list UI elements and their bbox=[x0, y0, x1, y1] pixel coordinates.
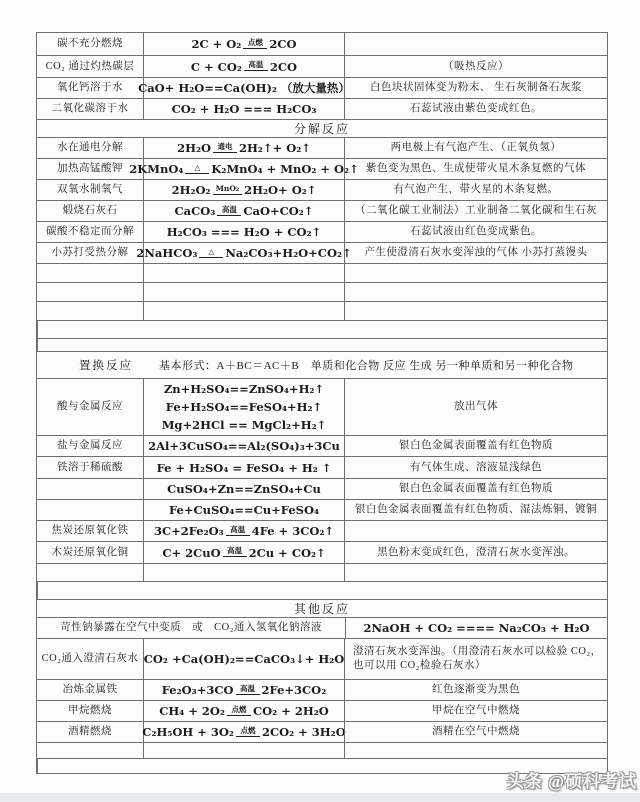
phenomenon-note-cell bbox=[344, 436, 607, 456]
equation-lhs: 2H₂O₂ bbox=[171, 183, 211, 197]
reaction-name-cell bbox=[37, 201, 143, 221]
equation-lhs: CH₄ + 2O₂ bbox=[159, 704, 225, 718]
reaction-condition bbox=[199, 247, 223, 258]
table-row bbox=[37, 721, 607, 742]
condition-label: 点燃 bbox=[227, 705, 251, 716]
reaction-condition bbox=[223, 546, 247, 557]
reaction-condition bbox=[185, 163, 209, 174]
table-row bbox=[37, 478, 607, 499]
condition-label: MnO₂ bbox=[213, 184, 243, 195]
condition-label: 高温 bbox=[244, 60, 268, 71]
equation-text: 2NaOH + CO₂ ==== Na₂CO₃ + H₂O bbox=[363, 621, 590, 635]
empty-cell bbox=[37, 321, 607, 338]
phenomenon-note-cell bbox=[344, 457, 607, 478]
table-row bbox=[37, 179, 607, 200]
reaction-name-cell bbox=[37, 243, 143, 263]
table-row bbox=[37, 158, 607, 179]
equation-rhs: 2CO bbox=[269, 59, 298, 74]
reaction-name: 焦炭还原氧化铁 bbox=[51, 525, 129, 536]
empty-cell bbox=[37, 743, 143, 758]
equation-cell bbox=[143, 379, 344, 435]
equation bbox=[148, 437, 340, 455]
equation-lhs: 2NaHCO₃ bbox=[136, 246, 198, 260]
watermark-text: 头条 @硕科考试 bbox=[506, 772, 637, 791]
phenomenon-note-cell bbox=[344, 243, 607, 263]
equation bbox=[166, 398, 322, 416]
equation-rhs: 2H₂↑+ O₂↑ bbox=[239, 141, 311, 155]
equation-text: CO₂ + H₂O === H₂CO₃ bbox=[171, 102, 317, 116]
equation-cell bbox=[143, 521, 344, 541]
phenomenon-note: （吸热反应） bbox=[443, 60, 509, 72]
empty-row bbox=[37, 320, 607, 338]
phenomenon-note-cell bbox=[344, 542, 607, 563]
equation bbox=[175, 202, 314, 220]
reaction-condition bbox=[227, 705, 251, 716]
table-row bbox=[37, 700, 607, 721]
table-row bbox=[37, 221, 607, 242]
phenomenon-note-cell bbox=[344, 680, 607, 700]
equation-lhs: 2H₂O bbox=[177, 141, 212, 155]
reaction-name: 加热高锰酸钾 bbox=[57, 163, 123, 174]
condition-label: 通电 bbox=[213, 142, 237, 153]
phenomenon-note: 石蕊试液由红色变成紫色。 bbox=[410, 226, 542, 237]
empty-row bbox=[37, 282, 607, 301]
empty-cell bbox=[344, 283, 607, 301]
phenomenon-note-cell bbox=[344, 379, 607, 435]
reaction-name: CO₂ 通过灼热碳层 bbox=[45, 60, 135, 72]
equation-lhs: C₂H₅OH + 3O₂ bbox=[142, 725, 234, 739]
reaction-name: 水在通电分解 bbox=[57, 142, 123, 153]
equation bbox=[136, 244, 351, 262]
phenomenon-note: 银白色金属表面覆盖有红色物质 bbox=[399, 483, 553, 494]
equation bbox=[169, 501, 319, 519]
phenomenon-note-cell bbox=[344, 500, 607, 520]
reaction-condition bbox=[236, 726, 260, 737]
table-row bbox=[37, 77, 607, 98]
equation-cell bbox=[136, 243, 352, 263]
reaction-name-cell bbox=[37, 180, 143, 200]
reaction-name-cell bbox=[37, 521, 143, 541]
equation bbox=[129, 160, 358, 178]
section-title: 其他反应 bbox=[293, 602, 350, 616]
equation-text: Fe+CuSO₄==Cu+FeSO₄ bbox=[169, 503, 319, 517]
empty-cell bbox=[143, 743, 344, 758]
equation bbox=[172, 100, 317, 118]
reaction-name: 酸与金属反应 bbox=[57, 401, 123, 412]
equation bbox=[164, 380, 324, 398]
equation-cell bbox=[143, 639, 344, 679]
reaction-name-cell bbox=[37, 56, 143, 77]
empty-cell bbox=[143, 264, 344, 282]
phenomenon-note-cell bbox=[344, 180, 607, 200]
empty-cell bbox=[143, 302, 344, 320]
reaction-condition bbox=[244, 60, 268, 71]
equation-lhs: CaCO₃ bbox=[174, 204, 216, 218]
reaction-name-cell bbox=[37, 78, 143, 98]
phenomenon-note-cell bbox=[344, 639, 607, 679]
empty-cell bbox=[344, 564, 607, 581]
reaction-name-cell bbox=[37, 436, 143, 456]
phenomenon-note-cell bbox=[344, 479, 607, 499]
phenomenon-note-cell bbox=[344, 56, 607, 77]
empty-cell bbox=[37, 582, 607, 599]
equation-cell bbox=[143, 542, 344, 563]
reaction-name-cell bbox=[37, 680, 143, 700]
phenomenon-note: 放出气体 bbox=[454, 401, 498, 412]
equation-cell bbox=[143, 436, 344, 456]
condition-label: 高温 bbox=[236, 684, 260, 695]
equation-text: Fe+H₂SO₄==FeSO₄+H₂↑ bbox=[165, 400, 323, 414]
table-row bbox=[37, 98, 607, 119]
section-title: 分解反应 bbox=[293, 122, 350, 136]
phenomenon-note: 两电极上有气泡产生、（正氧负氢） bbox=[390, 142, 562, 153]
reaction-name: 碳不充分燃烧 bbox=[57, 38, 123, 49]
reaction-name: 氧化钙溶于水 bbox=[57, 82, 123, 93]
reaction-name: 铁溶于稀硫酸 bbox=[57, 461, 123, 473]
phenomenon-note: 白色块状固体变为粉末、 生石灰制备石灰浆 bbox=[369, 82, 583, 93]
phenomenon-note: 酒精在空气中燃烧 bbox=[432, 726, 520, 737]
reaction-name-cell bbox=[37, 479, 143, 499]
equation-cell bbox=[143, 722, 344, 742]
equation-lhs: Fe₂O₃+3CO bbox=[161, 683, 234, 697]
empty-cell bbox=[37, 264, 143, 282]
equation-text: CO₂ +Ca(OH)₂==CaCO₃↓+ H₂O bbox=[143, 652, 345, 666]
phenomenon-note-cell bbox=[344, 99, 607, 119]
reaction-name: CO₂通入澄清石灰水 bbox=[41, 653, 139, 664]
table-row bbox=[37, 200, 607, 221]
empty-cell bbox=[344, 743, 607, 758]
phenomenon-note: 有气泡产生，带火星的木条复燃。 bbox=[393, 184, 559, 195]
reaction-name: 煅烧石灰石 bbox=[62, 205, 118, 216]
equation-cell bbox=[143, 201, 344, 221]
equation-lhs: 2C + O₂ bbox=[191, 37, 242, 51]
chemical-equations-table bbox=[36, 32, 608, 774]
equation-cell bbox=[138, 78, 350, 98]
equation-rhs: 2Cu + CO₂↑ bbox=[248, 545, 326, 560]
empty-row bbox=[37, 338, 607, 351]
reaction-name: 小苏打受热分解 bbox=[51, 247, 129, 258]
condition-label: 高温 bbox=[217, 205, 241, 216]
phenomenon-note-cell bbox=[344, 521, 607, 541]
table-row bbox=[37, 242, 607, 263]
reaction-condition bbox=[217, 205, 241, 216]
equation-lhs: C + CO₂ bbox=[190, 59, 242, 74]
phenomenon-note: 紫色变为黑色、生成使带火星木条复燃的气体 bbox=[366, 163, 586, 174]
empty-cell bbox=[37, 302, 143, 320]
equation-cell bbox=[143, 701, 344, 721]
equation-lhs: 2KMnO₄ bbox=[129, 162, 184, 176]
phenomenon-note: 产生使澄清石灰水变浑浊的气体 小苏打蒸馒头 bbox=[364, 247, 588, 258]
empty-cell bbox=[37, 339, 607, 351]
equation bbox=[177, 139, 311, 157]
equation-rhs: Na₂CO₃+H₂O+CO₂↑ bbox=[225, 246, 352, 260]
equation bbox=[154, 522, 334, 540]
reaction-name-cell bbox=[37, 500, 143, 520]
reaction-condition bbox=[226, 525, 250, 536]
table-row bbox=[37, 33, 607, 55]
equation-rhs: 2H₂O+ O₂↑ bbox=[244, 183, 317, 197]
empty-cell bbox=[344, 264, 607, 282]
phenomenon-note: 银白色金属表面覆盖有红色物质 bbox=[399, 440, 553, 451]
reaction-condition bbox=[213, 184, 243, 195]
equation-text: 2Al+3CuSO₄==Al₂(SO₄)₃+3Cu bbox=[148, 439, 340, 453]
reaction-name-cell bbox=[37, 618, 345, 638]
table-row bbox=[37, 456, 607, 478]
reaction-name: 盐与金属反应 bbox=[57, 440, 123, 451]
condition-label: △ bbox=[185, 163, 209, 174]
equation-text: CuSO₄+Zn==ZnSO₄+Cu bbox=[167, 482, 321, 496]
equation-text: Zn+H₂SO₄==ZnSO₄+H₂↑ bbox=[163, 382, 325, 396]
reaction-name: 甲烷燃烧 bbox=[68, 705, 112, 716]
empty-cell bbox=[344, 302, 607, 320]
equation-cell bbox=[143, 680, 344, 700]
equation bbox=[191, 35, 296, 53]
phenomenon-note-cell bbox=[344, 722, 607, 742]
reaction-name-cell bbox=[37, 457, 143, 478]
phenomenon-note-cell bbox=[344, 138, 607, 158]
equation-rhs: CO₂ + 2H₂O bbox=[252, 704, 329, 718]
table-row bbox=[37, 617, 607, 638]
empty-cell bbox=[143, 283, 344, 301]
section-description: 基本形式：A＋BC＝AC＋B 单质和化合物 反应 生成 另一种单质和另一种化合物 bbox=[159, 360, 574, 372]
equation-text: H₂CO₃ === H₂O + CO₂↑ bbox=[166, 225, 322, 239]
empty-row bbox=[37, 263, 607, 282]
equation-rhs: 2Fe+3CO₂ bbox=[261, 683, 327, 697]
reaction-name: 苛性钠暴露在空气中变质 或 CO₂通入氢氧化钠溶液 bbox=[60, 622, 322, 633]
empty-row bbox=[37, 581, 607, 599]
equation-cell bbox=[143, 500, 344, 520]
condition-label: 点燃 bbox=[243, 38, 267, 49]
equation-lhs: 3C+2Fe₂O₃ bbox=[153, 524, 224, 538]
equation-cell bbox=[143, 479, 344, 499]
equation bbox=[172, 181, 317, 199]
equation-rhs: 2CO₂ + 3H₂O bbox=[261, 725, 346, 739]
phenomenon-note-cell bbox=[345, 618, 607, 638]
condition-label: 高温 bbox=[226, 525, 250, 536]
phenomenon-note-cell bbox=[344, 701, 607, 721]
equation-rhs: 2CO bbox=[269, 37, 297, 51]
reaction-name: 双氧水制氧气 bbox=[57, 184, 123, 195]
equation-cell bbox=[143, 56, 344, 77]
reaction-name-cell bbox=[37, 138, 143, 158]
phenomenon-note: 石蕊试液由紫色变成红色。 bbox=[410, 103, 542, 114]
reaction-name-cell bbox=[37, 701, 143, 721]
table-row bbox=[37, 435, 607, 456]
table-row bbox=[37, 679, 607, 700]
table-row bbox=[37, 378, 607, 435]
phenomenon-note-cell bbox=[344, 201, 607, 221]
section-title: 置换反应 bbox=[79, 360, 133, 372]
equation-cell bbox=[129, 159, 359, 179]
equation-cell bbox=[143, 33, 344, 55]
phenomenon-note: （二氧化碳工业制法）工业制备二氧化碳和生石灰 bbox=[355, 205, 597, 216]
reaction-name-cell bbox=[37, 159, 143, 179]
phenomenon-note-cell bbox=[344, 222, 607, 242]
equation bbox=[162, 416, 327, 434]
equation bbox=[363, 619, 589, 637]
equation-text: Fe + H₂SO₄ = FeSO₄ + H₂ ↑ bbox=[156, 460, 332, 475]
section-header-row bbox=[37, 599, 607, 617]
equation-cell bbox=[143, 138, 344, 158]
equation bbox=[157, 459, 332, 477]
empty-cell bbox=[143, 564, 344, 581]
equation-rhs: K₂MnO₄ + MnO₂ + O₂↑ bbox=[211, 162, 359, 176]
equation bbox=[162, 681, 326, 699]
phenomenon-note-cell bbox=[344, 78, 607, 98]
equation bbox=[191, 58, 297, 76]
table-row bbox=[37, 499, 607, 520]
phenomenon-note: 有气体生成、溶液显浅绿色 bbox=[410, 461, 542, 473]
phenomenon-note: 银白色金属表面覆盖有红色物质、湿法炼铜、镀铜 bbox=[355, 504, 597, 515]
equation-rhs: CaO+CO₂↑ bbox=[243, 204, 314, 218]
reaction-name-cell bbox=[37, 542, 143, 563]
equation bbox=[144, 650, 345, 668]
equation bbox=[142, 723, 345, 741]
equation-cell bbox=[143, 457, 344, 478]
reaction-name-cell bbox=[37, 379, 143, 435]
phenomenon-note: 甲烷在空气中燃烧 bbox=[432, 705, 520, 716]
empty-row bbox=[37, 301, 607, 320]
empty-cell bbox=[37, 564, 143, 581]
condition-label: 点燃 bbox=[236, 726, 260, 737]
phenomenon-note: 黑色粉末变成红色，澄清石灰水变浑浊。 bbox=[377, 546, 575, 558]
reaction-condition bbox=[243, 38, 267, 49]
condition-label: 高温 bbox=[223, 546, 247, 557]
reaction-condition bbox=[213, 142, 237, 153]
table-row bbox=[37, 137, 607, 158]
reaction-condition bbox=[236, 684, 260, 695]
empty-row bbox=[37, 742, 607, 758]
section-header-row bbox=[37, 119, 607, 137]
reaction-name-cell bbox=[37, 99, 143, 119]
table-row bbox=[37, 541, 607, 563]
table-row bbox=[37, 55, 607, 77]
empty-cell bbox=[37, 283, 143, 301]
footer-strip bbox=[0, 793, 640, 802]
reaction-name: 木炭还原氧化铜 bbox=[51, 546, 129, 558]
phenomenon-note: 红色逐渐变为黑色 bbox=[432, 684, 520, 695]
equation bbox=[138, 79, 350, 97]
reaction-name-cell bbox=[37, 222, 143, 242]
reaction-name: 二氧化碳溶于水 bbox=[51, 103, 129, 114]
table-row bbox=[37, 638, 607, 679]
reaction-name: 碳酸不稳定而分解 bbox=[46, 226, 134, 237]
phenomenon-note-cell bbox=[344, 33, 607, 55]
reaction-name-cell bbox=[37, 722, 143, 742]
table-row bbox=[37, 520, 607, 541]
condition-label: △ bbox=[199, 247, 223, 258]
equation-text: Mg+2HCl == MgCl₂+H₂↑ bbox=[161, 418, 327, 432]
equation-cell bbox=[143, 222, 344, 242]
equation-cell bbox=[143, 99, 344, 119]
equation bbox=[167, 480, 321, 498]
equation bbox=[162, 544, 325, 562]
reaction-name: 酒精燃烧 bbox=[68, 726, 112, 737]
phenomenon-note-cell bbox=[344, 159, 607, 179]
equation bbox=[167, 223, 321, 241]
empty-row bbox=[37, 563, 607, 581]
reaction-name-cell bbox=[37, 33, 143, 55]
reaction-name-cell bbox=[37, 639, 143, 679]
equation-cell bbox=[143, 180, 344, 200]
equation-lhs: C+ 2CuO bbox=[162, 545, 221, 560]
equation bbox=[159, 702, 329, 720]
equation-rhs: 4Fe + 3CO₂↑ bbox=[251, 524, 335, 538]
section-banner-row bbox=[37, 351, 607, 378]
phenomenon-note: 澄清石灰水变浑浊。（用澄清石灰水可以检验 CO₂，也可以用 CO₂检验石灰水） bbox=[353, 646, 602, 671]
reaction-name: 冶炼金属铁 bbox=[62, 684, 118, 695]
equation-text: CaO+ H₂O==Ca(OH)₂ （放大量热） bbox=[138, 81, 350, 95]
